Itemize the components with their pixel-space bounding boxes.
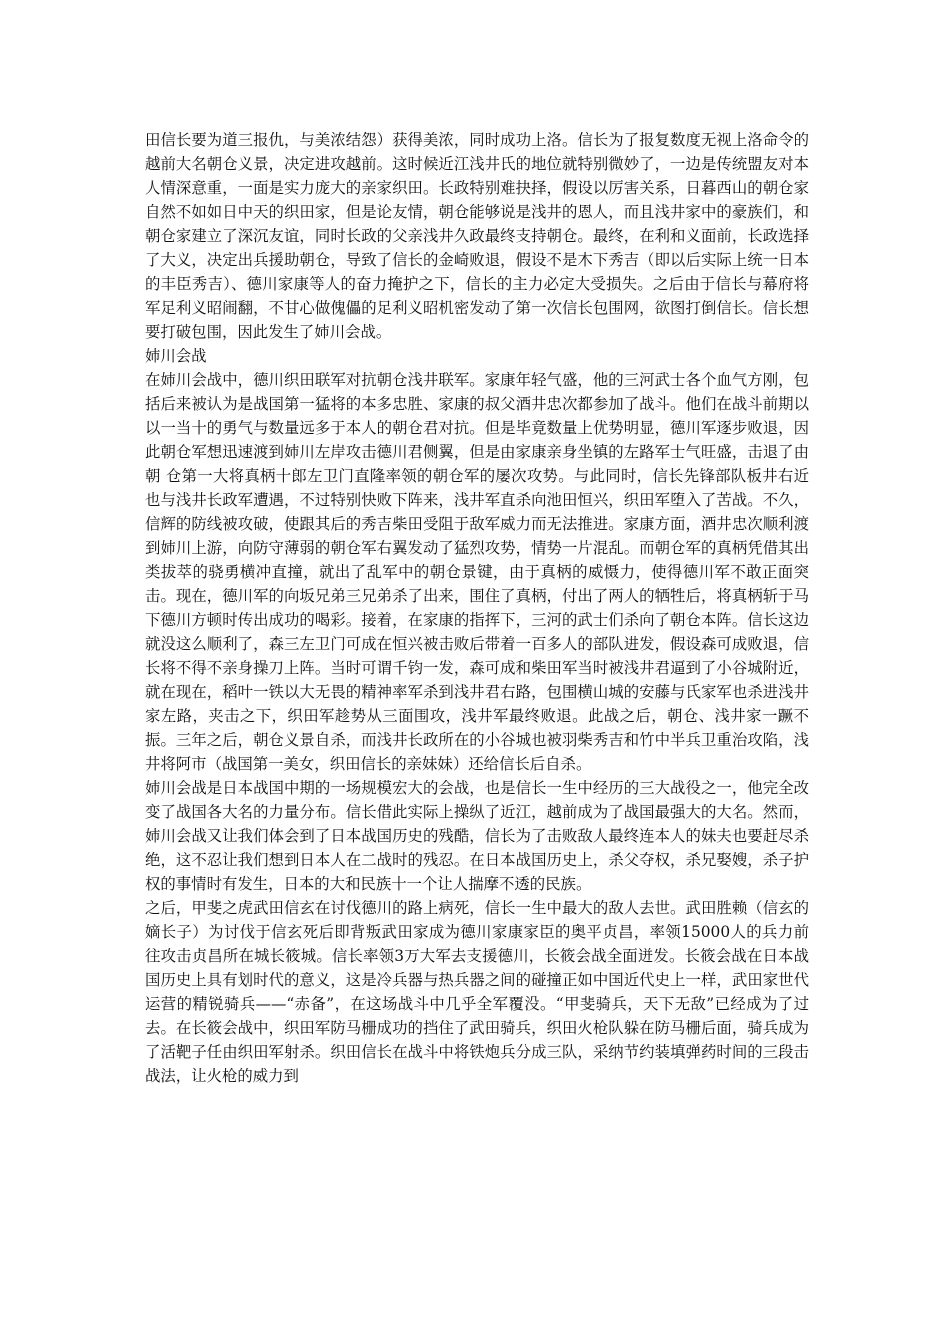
paragraph-nagashino: 之后，甲斐之虎武田信玄在讨伐德川的路上病死，信长一生中最大的敌人去世。武田胜赖（信玄的嫡长子）为讨伐于信玄死后即背叛武田家成为德川家康家臣的奥平贞昌，率领15000人的兵力前往攻击贞昌所在城长筱城。信长率领3万大军去支援德川，长筱会战全面迸发。长筱会战在日本战国历史上具有划时代的意义，这是冷兵器与热兵器之间的碰撞正如中国近代史上一样，武田家世代运营的精锐骑兵——“赤备”，在这场战斗中几乎全军覆没。“甲斐骑兵，天下无敌”已经成为了过去。在长筱会战中，织田军防马栅成功的挡住了武田骑兵，织田火枪队躲在防马栅后面，骑兵成为了活靶子任由织田军射杀。织田信长在战斗中将铁炮兵分成三队，采纳节约装填弹药时间的三段击战法，让火枪的威力到	[145, 899, 809, 1085]
section-heading-anegawa: 姉川会战	[145, 347, 207, 365]
paragraph-anegawa-significance: 姉川会战是日本战国中期的一场规模宏大的会战，也是信长一生中经历的三大战役之一，他完全改变了战国各大名的力量分布。信长借此实际上操纵了近江，越前成为了战国最强大的大名。然而，姉川会战又让我们体会到了日本战国历史的残酷，信长为了击败敌人最终连本人的妹夫也要赶尽杀绝，这不忍让我们想到日本人在二战时的残忍。在日本战国历史上，杀父夺权，杀兄娶嫂，杀子护权的事情时有发生，日本的大和民族十一个让人揣摩不透的民族。	[145, 779, 809, 893]
document-page	[145, 128, 809, 1088]
paragraph-nobunaga-echizen: 田信长要为道三报仇，与美浓结怨）获得美浓，同时成功上洛。信长为了报复数度无视上洛命令的越前大名朝仓义景，决定进攻越前。这时候近江浅井氏的地位就特别微妙了，一边是传统盟友对本人情深意重，一面是实力庞大的亲家织田。长政特别难抉择，假设以厉害关系，日暮西山的朝仓家自然不如如日中天的织田家，但是论友情，朝仓能够说是浅井的恩人，而且浅井家中的豪族们，和朝仓家建立了深沉友谊，同时长政的父亲浅井久政最终支持朝仓。最终，在利和义面前，长政选择了大义，决定出兵援助朝仓，导致了信长的金崎败退，假设不是木下秀吉（即以后实际上统一日本的丰臣秀吉）、德川家康等人的奋力掩护之下，信长的主力必定大受损失。之后由于信长与幕府将军足利义昭闹翻，不甘心做傀儡的足利义昭机密发动了第一次信长包围网，欲图打倒信长。信长想要打破包围，因此发生了姉川会战。	[145, 131, 809, 341]
paragraph-anegawa-battle: 在姉川会战中，德川织田联军对抗朝仓浅井联军。家康年轻气盛，他的三河武士各个血气方刚，包括后来被认为是战国第一猛将的本多忠胜、家康的叔父酒井忠次都参加了战斗。他们在战斗前期以以一当十的勇气与数量远多于本人的朝仓君对抗。但是毕竟数量上优势明显，德川军逐步败退，因此朝仓军想迅速渡到姉川左岸攻击德川君侧翼，但是由家康亲身坐镇的左路军士气旺盛，击退了由朝 仓第一大将真柄十郎左卫门直隆率领的朝仓军的屡次攻势。与此同时，信长先锋部队板井右近也与浅井长政军遭遇，不过特别快败下阵来，浅井军直杀向池田恒兴，织田军堕入了苦战。不久，信辉的防线被攻破，使跟其后的秀吉柴田受阻于敌军威力而无法推进。家康方面，酒井忠次顺利渡到姉川上游，向防守薄弱的朝仓军右翼发动了猛烈攻势，情势一片混乱。而朝仓军的真柄凭借其出类拔萃的骁勇横冲直撞，就出了乱军中的朝仓景键，由于真柄的威慑力，使得德川军不敢正面突击。现在，德川军的向坂兄弟三兄弟杀了出来，围住了真柄，付出了两人的牺牲后，将真柄斩于马下德川方顿时传出成功的喝彩。接着，在家康的指挥下，三河的武士们杀向了朝仓本阵。信长这边就没这么顺利了，森三左卫门可成在恒兴被击败后带着一百多人的部队进发，假设森可成败退，信长将不得不亲身操刀上阵。当时可谓千钧一发，森可成和柴田军当时被浅井君逼到了小谷城附近，就在现在，稻叶一铁以大无畏的精神率军杀到浅井君右路，包围横山城的安藤与氏家军也杀进浅井家左路，夹击之下，织田军趁势从三面围攻，浅井军最终败退。此战之后，朝仓、浅井家一蹶不振。三年之后，朝仓义景自杀，而浅井长政所在的小谷城也被羽柴秀吉和竹中半兵卫重治攻陷，浅井将阿市（战国第一美女，织田信长的亲妹妹）还给信长后自杀。	[145, 371, 809, 773]
